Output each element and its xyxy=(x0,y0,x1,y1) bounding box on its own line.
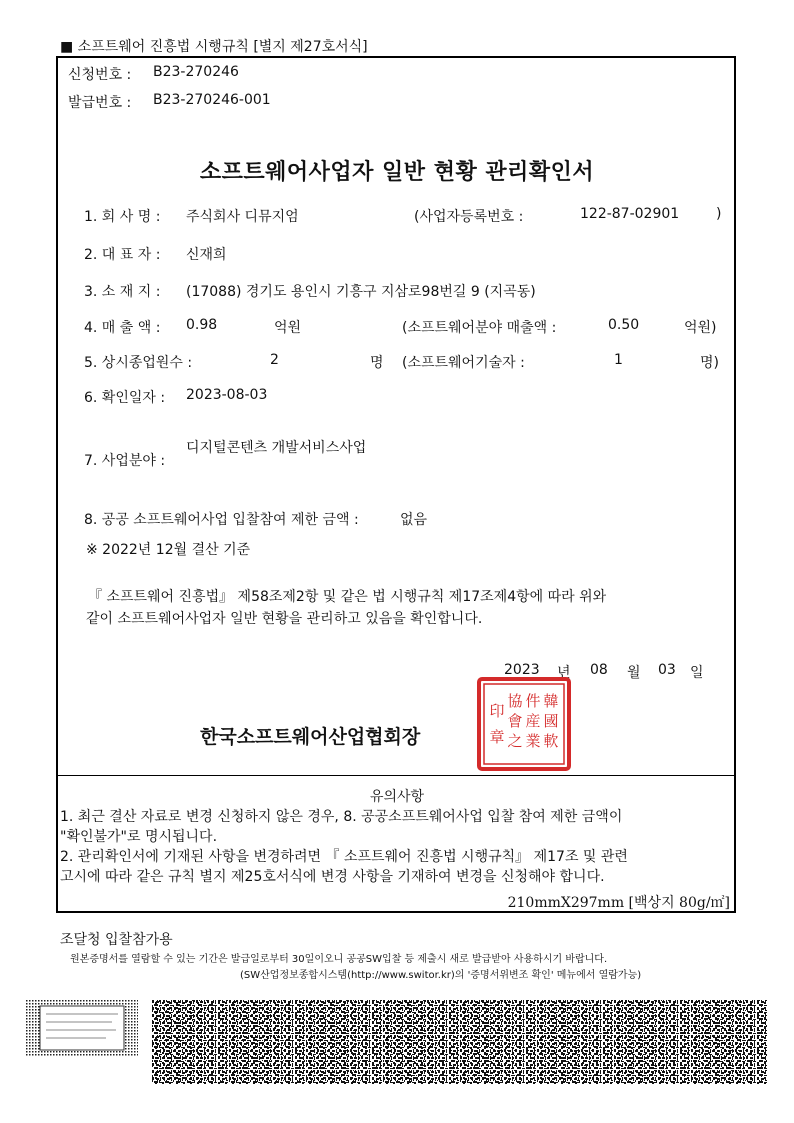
sw-revenue-value: 0.50 xyxy=(608,317,640,333)
footer-line-2: (SW산업정보종합시스템(http://www.switor.kr)의 '증명서위변조 확인' 메뉴에서 열람가능) xyxy=(240,970,642,981)
ceo-name: 신재희 xyxy=(186,247,227,263)
statement-line-2: 같이 소프트웨어사업자 일반 현황을 관리하고 있음을 확인합니다. xyxy=(86,611,483,627)
svg-text:印: 印 xyxy=(489,702,505,720)
ceo-label: 2. 대 표 자 : xyxy=(84,247,161,263)
sw-revenue-label: (소프트웨어분야 매출액 : xyxy=(402,320,557,336)
revenue-unit: 억원 xyxy=(274,320,302,336)
document-title: 소프트웨어사업자 일반 현황 관리확인서 xyxy=(199,160,595,185)
apply-label: 신청번호 : xyxy=(68,67,132,83)
date-month: 08 xyxy=(590,662,608,678)
form-title: ■ 소프트웨어 진흥법 시행규칙 [별지 제27호서식] xyxy=(60,39,368,55)
notice-line-4: 고시에 따라 같은 규칙 별지 제25호서식에 변경 사항을 기재하여 변경을 신청해야 합니다. xyxy=(60,869,605,885)
notice-line-3: 2. 관리확인서에 기재된 사항을 변경하려면 『 소프트웨어 진흥법 시행규칙』 제17조 및 관련 xyxy=(60,849,628,865)
reg-number: 122-87-02901 xyxy=(580,206,680,222)
official-seal-icon xyxy=(476,676,572,772)
notice-line-1: 1. 최근 결산 자료로 변경 신청하지 않은 경우, 8. 공공소프트웨어사업 입찰 참여 제한 금액이 xyxy=(60,809,623,825)
confirm-date-label: 6. 확인일자 : xyxy=(84,390,166,406)
sw-revenue-unit: 억원) xyxy=(684,320,717,336)
bid-limit-label: 8. 공공 소프트웨어사업 입찰참여 제한 금액 : xyxy=(84,512,359,528)
issue-label: 발급번호 : xyxy=(68,95,132,111)
reg-close: ) xyxy=(716,206,722,222)
svg-text:會: 會 xyxy=(507,712,523,730)
apply-number: B23-270246 xyxy=(153,64,239,80)
svg-text:韓: 韓 xyxy=(543,692,559,710)
svg-text:軟: 軟 xyxy=(543,732,559,750)
business-field-label: 7. 사업분야 : xyxy=(84,453,166,469)
issue-number: B23-270246-001 xyxy=(153,92,271,108)
address-label: 3. 소 재 지 : xyxy=(84,284,161,300)
statement-line-1: 『 소프트웨어 진흥법』 제58조제2항 및 같은 법 시행규칙 제17조제4항에 따라 위와 xyxy=(88,589,607,605)
employees-unit: 명 xyxy=(370,355,384,371)
date-year-unit: 년 xyxy=(557,665,571,681)
document-barcode-icon xyxy=(152,1000,768,1084)
svg-text:之: 之 xyxy=(507,732,523,750)
date-day-unit: 일 xyxy=(690,665,704,681)
settlement-note: ※ 2022년 12월 결산 기준 xyxy=(86,542,251,558)
revenue-value: 0.98 xyxy=(186,317,218,333)
confirm-date-value: 2023-08-03 xyxy=(186,387,268,403)
issuer-name: 한국소프트웨어산업협회장 xyxy=(200,726,421,748)
employees-value: 2 xyxy=(270,352,279,368)
address-value: (17088) 경기도 용인시 기흥구 지삼로98번길 9 (지곡동) xyxy=(186,284,536,300)
bid-limit-value: 없음 xyxy=(400,512,428,528)
svg-text:章: 章 xyxy=(489,728,505,746)
employees-label: 5. 상시종업원수 : xyxy=(84,355,193,371)
date-year: 2023 xyxy=(504,662,540,678)
notice-divider xyxy=(58,775,734,776)
sw-tech-unit: 명) xyxy=(700,355,719,371)
verification-stamp-icon xyxy=(26,1000,138,1056)
company-label: 1. 회 사 명 : xyxy=(84,209,161,225)
date-day: 03 xyxy=(658,662,676,678)
company-name: 주식회사 디뮤지엄 xyxy=(186,209,299,225)
notice-heading: 유의사항 xyxy=(369,789,425,805)
svg-text:産: 産 xyxy=(525,712,541,730)
business-field-value: 디지털콘텐츠 개발서비스사업 xyxy=(186,440,367,456)
purpose: 조달청 입찰참가용 xyxy=(60,932,173,948)
paper-spec: 210mmX297mm [백상지 80g/㎡] xyxy=(507,895,730,911)
footer-line-1: 원본증명서를 열람할 수 있는 기간은 발급일로부터 30일이오니 공공SW입찰 등 제출시 새로 발급받아 사용하시기 바랍니다. xyxy=(70,954,608,965)
sw-tech-label: (소프트웨어기술자 : xyxy=(402,355,525,371)
revenue-label: 4. 매 출 액 : xyxy=(84,320,161,336)
notice-line-2: "확인불가"로 명시됩니다. xyxy=(60,829,218,845)
svg-text:業: 業 xyxy=(525,732,541,750)
svg-text:國: 國 xyxy=(543,712,559,730)
date-month-unit: 월 xyxy=(627,665,641,681)
svg-text:件: 件 xyxy=(525,692,541,710)
reg-label: (사업자등록번호 : xyxy=(414,209,524,225)
svg-text:協: 協 xyxy=(507,692,523,710)
sw-tech-value: 1 xyxy=(614,352,623,368)
